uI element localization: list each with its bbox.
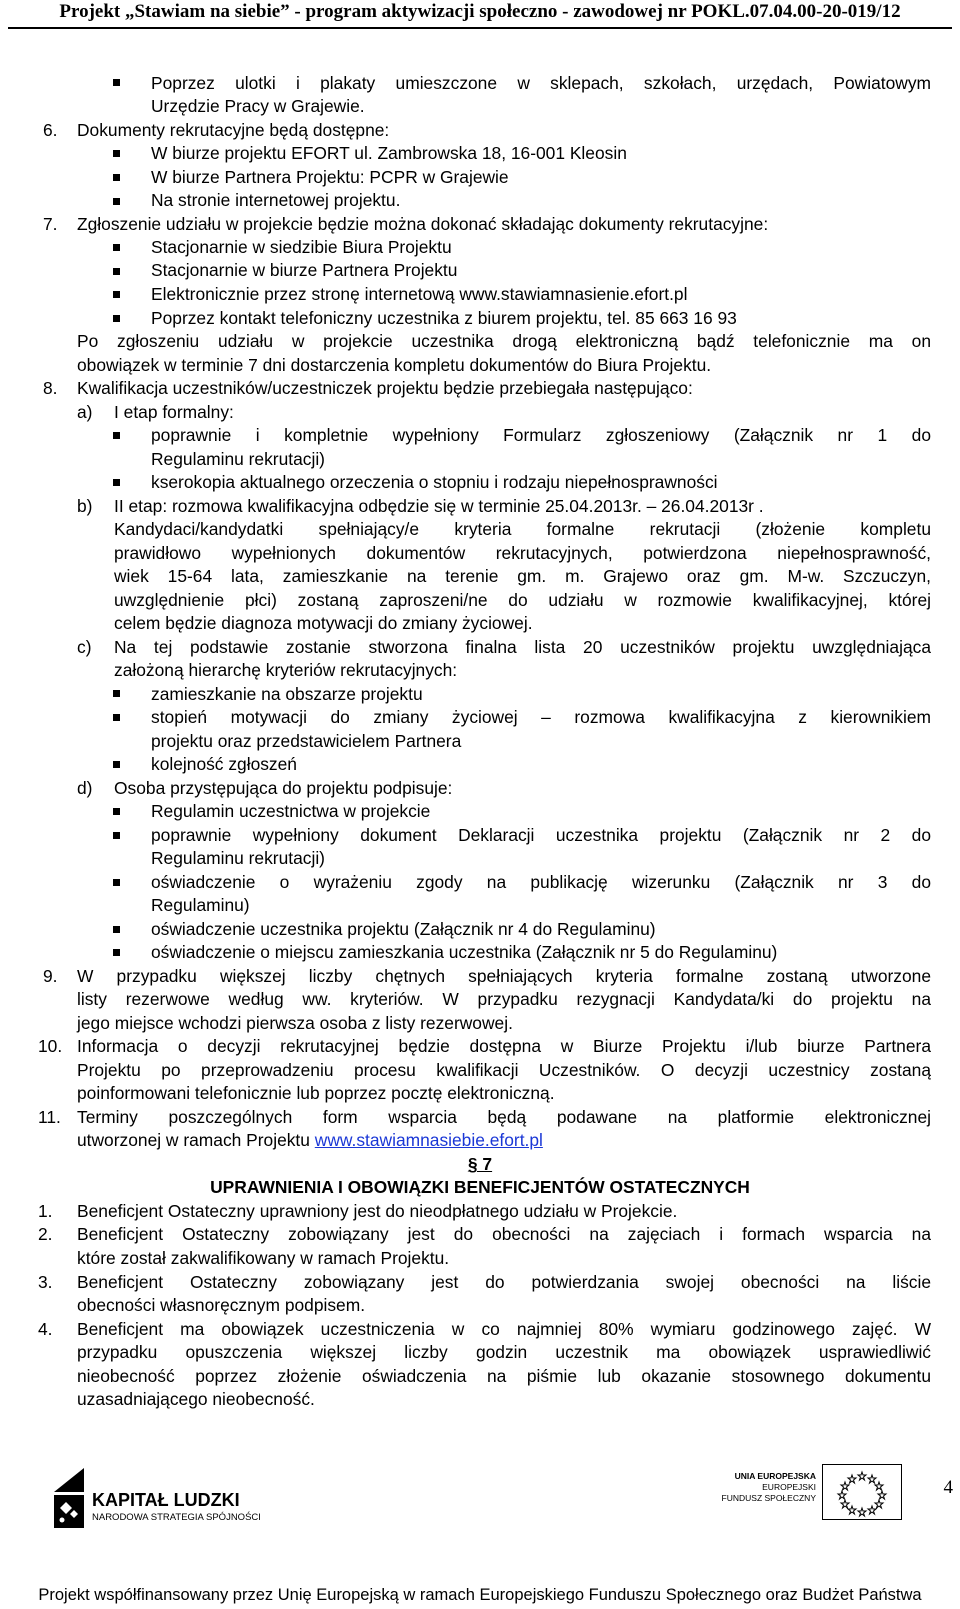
page-header: Projekt „Stawiam na siebie” - program aktywizacji społeczno - zawodowej nr POKL.07.04.00-20-019/12 [59, 1, 901, 22]
section-title: UPRAWNIENIA I OBOWIĄZKI BENEFICJENTÓW OSTATECZNYCH [210, 1177, 750, 1197]
bullet-icon [113, 268, 120, 275]
page-footer: Projekt współfinansowany przez Unię Europejską w ramach Europejskiego Funduszu Społecznego oraz Budżet Państwa [38, 1586, 922, 1604]
bullet-icon [113, 761, 120, 768]
text-line: W przypadku większej liczby chętnych spełniających kryteria formalne zostaną utworzone [77, 966, 931, 986]
text-line: uwzględnienie płci) zostaną zaproszeni/ne do udziału w rozmowie kwalifikacyjnej, której [114, 590, 931, 610]
text-line: kserokopia aktualnego orzeczenia o stopniu i rodzaju niepełnosprawności [151, 472, 718, 492]
text-line: nieobecność poprzez złożenie oświadczenia na piśmie lub okazanie stosownego dokumentu [77, 1366, 931, 1386]
list-number: 4. [38, 1319, 53, 1339]
text-line: Osoba przystępująca do projektu podpisuje: [114, 778, 453, 798]
text-line: Stacjonarnie w siedzibie Biura Projektu [151, 237, 452, 257]
bullet-icon [113, 926, 120, 933]
bullet-icon [113, 479, 120, 486]
text-line: Regulaminu) [151, 895, 250, 915]
text-line: stopień motywacji do zmiany życiowej – rozmowa kwalifikacyjna z kierownikiem [151, 707, 931, 727]
project-website-link[interactable]: www.stawiamnasiebie.efort.pl [314, 1130, 543, 1150]
text-line: wiek 15-64 lata, zamieszkanie na terenie gm. m. Grajewo oraz gm. M-w. Szczuczyn, [114, 566, 931, 586]
text-line: II etap: rozmowa kwalifikacyjna odbędzie się w terminie 25.04.2013r. – 26.04.2013r . [114, 496, 764, 516]
text-line: Beneficjent Ostateczny zobowiązany jest do potwierdzania swojej obecności na liście [77, 1272, 931, 1292]
text-line: poinformowani telefonicznie lub poprzez pocztę elektroniczną. [77, 1083, 555, 1103]
text-line: Beneficjent Ostateczny uprawniony jest do nieodpłatnego udziału w Projekcie. [77, 1201, 678, 1221]
bullet-icon [113, 315, 120, 322]
text-line: celem będzie diagnoza motywacji do zmiany życiowej. [114, 613, 533, 633]
list-number: 2. [38, 1224, 53, 1244]
text-line: Regulamin uczestnictwa w projekcie [151, 801, 431, 821]
text-line: Terminy poszczególnych form wsparcia będą podawane na platformie elektronicznej [77, 1107, 931, 1127]
text-line: Poprzez ulotki i plakaty umieszczone w sklepach, szkołach, urzędach, Powiatowym [151, 73, 931, 93]
bullet-icon [113, 808, 120, 815]
text-fragment: utworzonej w ramach Projektu [77, 1130, 315, 1150]
text-line: oświadczenie o miejscu zamieszkania uczestnika (Załącznik nr 5 do Regulaminu) [151, 942, 778, 962]
text-line: jego miejsce wchodzi pierwsza osoba z listy rezerwowej. [77, 1013, 513, 1033]
text-line: Na tej podstawie zostanie stworzona finalna lista 20 uczestników projektu uwzględniająca [114, 637, 931, 657]
eu-line-2: EUROPEJSKI [762, 1482, 816, 1492]
section-number: § 7 [467, 1154, 493, 1174]
bullet-icon [113, 174, 120, 181]
eu-line-1: UNIA EUROPEJSKA [734, 1471, 816, 1481]
text-line: Regulaminu rekrutacji) [151, 449, 325, 469]
list-letter: b) [77, 496, 93, 516]
bullet-icon [113, 879, 120, 886]
text-line: poprawnie wypełniony dokument Deklaracji uczestnika projektu (Załącznik nr 2 do [151, 825, 931, 845]
bullet-icon [113, 832, 120, 839]
text-line: obowiązek w terminie 7 dni dostarczenia kompletu dokumentów do Biura Projektu. [77, 355, 712, 375]
kapital-ludzki-subtitle: NARODOWA STRATEGIA SPÓJNOŚCI [92, 1512, 261, 1523]
text-line: prawidłowo wypełnionych dokumentów rekrutacyjnych, potwierdzona niepełnosprawność, [114, 543, 931, 563]
text-line: Poprzez kontakt telefoniczny uczestnika z biurem projektu, tel. 85 663 16 93 [151, 308, 737, 328]
list-number: 1. [38, 1201, 53, 1221]
text-line: Kandydaci/kandydatki spełniający/e kryteria formalne rekrutacji (złożenie kompletu [114, 519, 931, 539]
text-line: Elektronicznie przez stronę internetową www.stawiamnasienie.efort.pl [151, 284, 688, 304]
list-number: 7. [43, 214, 58, 234]
list-letter: c) [77, 637, 92, 657]
eu-flag-icon [822, 1464, 902, 1520]
header-rule [8, 27, 952, 29]
text-line: Na stronie internetowej projektu. [151, 190, 401, 210]
text-line: projektu oraz przedstawicielem Partnera [151, 731, 462, 751]
bullet-icon [113, 150, 120, 157]
text-line: Beneficjent ma obowiązek uczestniczenia w co najmniej 80% wymiaru godzinowego zajęć. W [77, 1319, 931, 1339]
bullet-icon [113, 198, 120, 205]
bullet-icon [113, 949, 120, 956]
list-number: 3. [38, 1272, 53, 1292]
text-line: oświadczenie uczestnika projektu (Załącznik nr 4 do Regulaminu) [151, 919, 656, 939]
text-line: Beneficjent Ostateczny zobowiązany jest do obecności na zajęciach i formach wsparcia na [77, 1224, 931, 1244]
list-number: 8. [43, 378, 58, 398]
text-line: W biurze Partnera Projektu: PCPR w Grajewie [151, 167, 509, 187]
list-number: 6. [43, 120, 58, 140]
text-line: Po zgłoszeniu udziału w projekcie uczestnika drogą elektroniczną bądź telefonicznie ma on [77, 331, 931, 351]
list-number: 10. [38, 1036, 63, 1056]
eu-logo [721, 1464, 930, 1544]
list-letter: d) [77, 778, 93, 798]
text-line: uzasadniającego nieobecność. [77, 1389, 315, 1409]
text-line: W biurze projektu EFORT ul. Zambrowska 18, 16-001 Kleosin [151, 143, 627, 163]
kapital-ludzki-logo [48, 1462, 278, 1542]
text-line: które został zakwalifikowany w ramach Projektu. [77, 1248, 450, 1268]
text-line: obecności własnoręcznym podpisem. [77, 1295, 366, 1315]
text-line: Dokumenty rekrutacyjne będą dostępne: [77, 120, 390, 140]
bullet-icon [113, 291, 120, 298]
text-line: zamieszkanie na obszarze projektu [151, 684, 423, 704]
bullet-icon [113, 432, 120, 439]
text-line: poprawnie i kompletnie wypełniony Formularz zgłoszeniowy (Załącznik nr 1 do [151, 425, 931, 445]
eu-line-3: FUNDUSZ SPOŁECZNY [721, 1493, 816, 1503]
kapital-ludzki-name: KAPITAŁ LUDZKI [92, 1490, 240, 1510]
text-line: Stacjonarnie w biurze Partnera Projektu [151, 260, 458, 280]
list-letter: a) [77, 402, 93, 422]
text-line: przypadku opuszczenia większej liczby godzin uczestnik ma obowiązek usprawiedliwić [77, 1342, 931, 1362]
bullet-icon [113, 690, 120, 697]
text-line: kolejność zgłoszeń [151, 754, 297, 774]
text-line: Projektu po przeprowadzeniu procesu kwalifikacji Uczestników. O decyzji uczestnicy zostaną [77, 1060, 931, 1080]
text-line: założoną hierarchę kryteriów rekrutacyjnych: [114, 660, 458, 680]
list-number: 11. [38, 1107, 61, 1127]
bullet-icon [113, 714, 120, 721]
list-number: 9. [43, 966, 58, 986]
text-line: oświadczenie o wyrażeniu zgody na publikację wizerunku (Załącznik nr 3 do [151, 872, 931, 892]
text-line: Kwalifikacja uczestników/uczestniczek projektu będzie przebiegała następująco: [77, 378, 693, 398]
text-line: listy rezerwowe według ww. kryteriów. W przypadku rezygnacji Kandydata/ki do projektu na [77, 989, 931, 1009]
bullet-icon [113, 79, 120, 86]
text-line: I etap formalny: [114, 402, 234, 422]
text-line: Urzędzie Pracy w Grajewie. [151, 96, 365, 116]
bullet-icon [113, 244, 120, 251]
text-line: Zgłoszenie udziału w projekcie będzie można dokonać składając dokumenty rekrutacyjne: [77, 214, 769, 234]
text-line: Informacja o decyzji rekrutacyjnej będzie dostępna w Biurze Projektu i/lub biurze Partnera [77, 1036, 931, 1056]
text-line [77, 1128, 543, 1152]
page-number: 4 [943, 1477, 953, 1498]
text-line: Regulaminu rekrutacji) [151, 848, 325, 868]
